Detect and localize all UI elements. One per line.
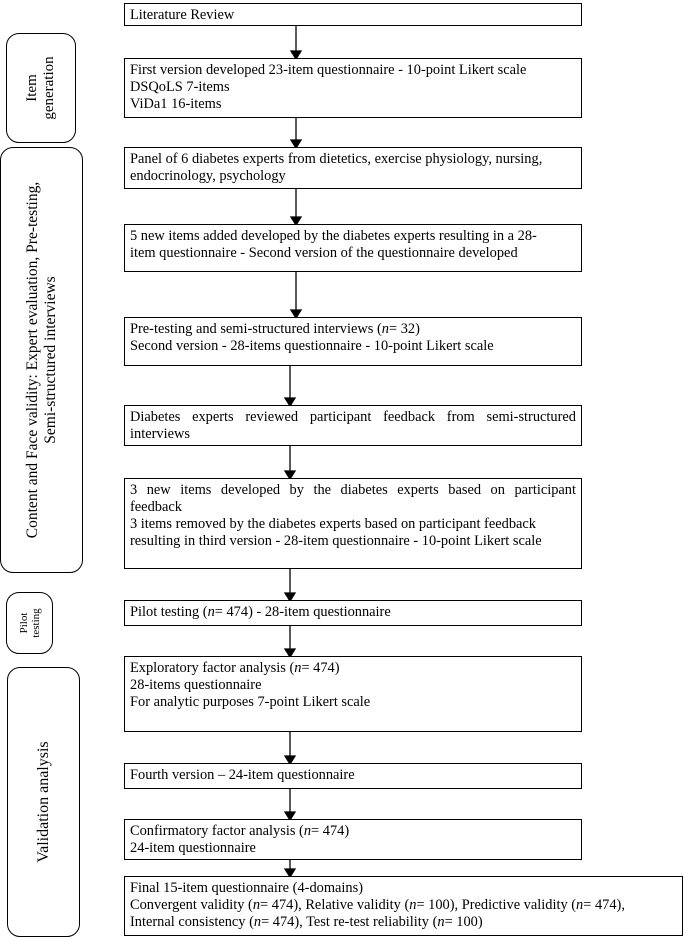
box-confirmatory-factor-analysis [124,819,582,860]
box-line: Pre-testing and semi-structured interviews (n= 32) [130,321,420,337]
phase-label-line: Pilot [17,612,30,634]
box-literature-review [124,3,582,26]
box-expert-panel [124,147,582,189]
box-line: For analytic purposes 7-point Likert scale [130,694,371,710]
box-line: Exploratory factor analysis (n= 474) [130,660,340,676]
box-fourth-version [124,763,582,789]
box-line: resulting in third version - 28-item questionnaire - 10-point Likert scale [130,533,542,549]
phase-label-line: testing [29,608,42,638]
box-line: item questionnaire - Second version of the questionnaire developed [130,245,518,261]
box-line: DSQoLS 7-items [130,79,230,95]
box-line: Final 15-item questionnaire (4-domains) [130,880,363,896]
box-line: ViDa1 16-items [130,96,222,112]
phase-label-line: Semi-structured interviews [41,276,59,444]
box-first-version [124,58,582,118]
box-line: feedback [130,499,182,515]
box-line: Pilot testing (n= 474) - 28-item questionnaire [130,604,391,620]
phase-label-line: generation [41,56,57,120]
box-line: 5 new items added developed by the diabetes experts resulting in a 28- [130,228,537,244]
box-line: 24-item questionnaire [130,840,256,856]
box-line: Convergent validity (n= 474), Relative validity (n= 100), Predictive validity (n= 474), [130,897,625,913]
box-line: 3 new items developed by the diabetes experts based on participant [130,482,576,498]
box-line: Diabetes experts reviewed participant feedback from semi-structured [130,409,576,425]
box-new-items-second-version [124,224,582,272]
box-line: Fourth version – 24-item questionnaire [130,767,355,783]
box-line: Confirmatory factor analysis (n= 474) [130,823,350,839]
box-pilot-testing [124,600,582,626]
box-final-questionnaire [124,876,683,936]
box-line: 3 items removed by the diabetes experts based on participant feedback [130,516,536,532]
box-line: 28-items questionnaire [130,677,262,693]
box-line: Internal consistency (n= 474), Test re-test reliability (n= 100) [130,914,483,930]
box-line: First version developed 23-item questionnaire - 10-point Likert scale [130,62,527,78]
phase-label-line: Validation analysis [34,741,52,863]
box-third-version [124,478,582,569]
phase-label-line: Item [23,74,40,102]
box-line: Literature Review [130,7,235,23]
box-exploratory-factor-analysis [124,656,582,732]
box-line: interviews [130,426,190,442]
box-line: Panel of 6 diabetes experts from dietetics, exercise physiology, nursing, [130,151,543,167]
box-line: endocrinology, psychology [130,168,286,184]
box-line: Second version - 28-items questionnaire - 10-point Likert scale [130,338,494,354]
box-pretesting-interviews [124,317,582,366]
box-experts-reviewed-feedback [124,405,582,446]
phase-label-line: Content and Face validity: Expert evaluation, Pre-testing, [23,181,41,539]
